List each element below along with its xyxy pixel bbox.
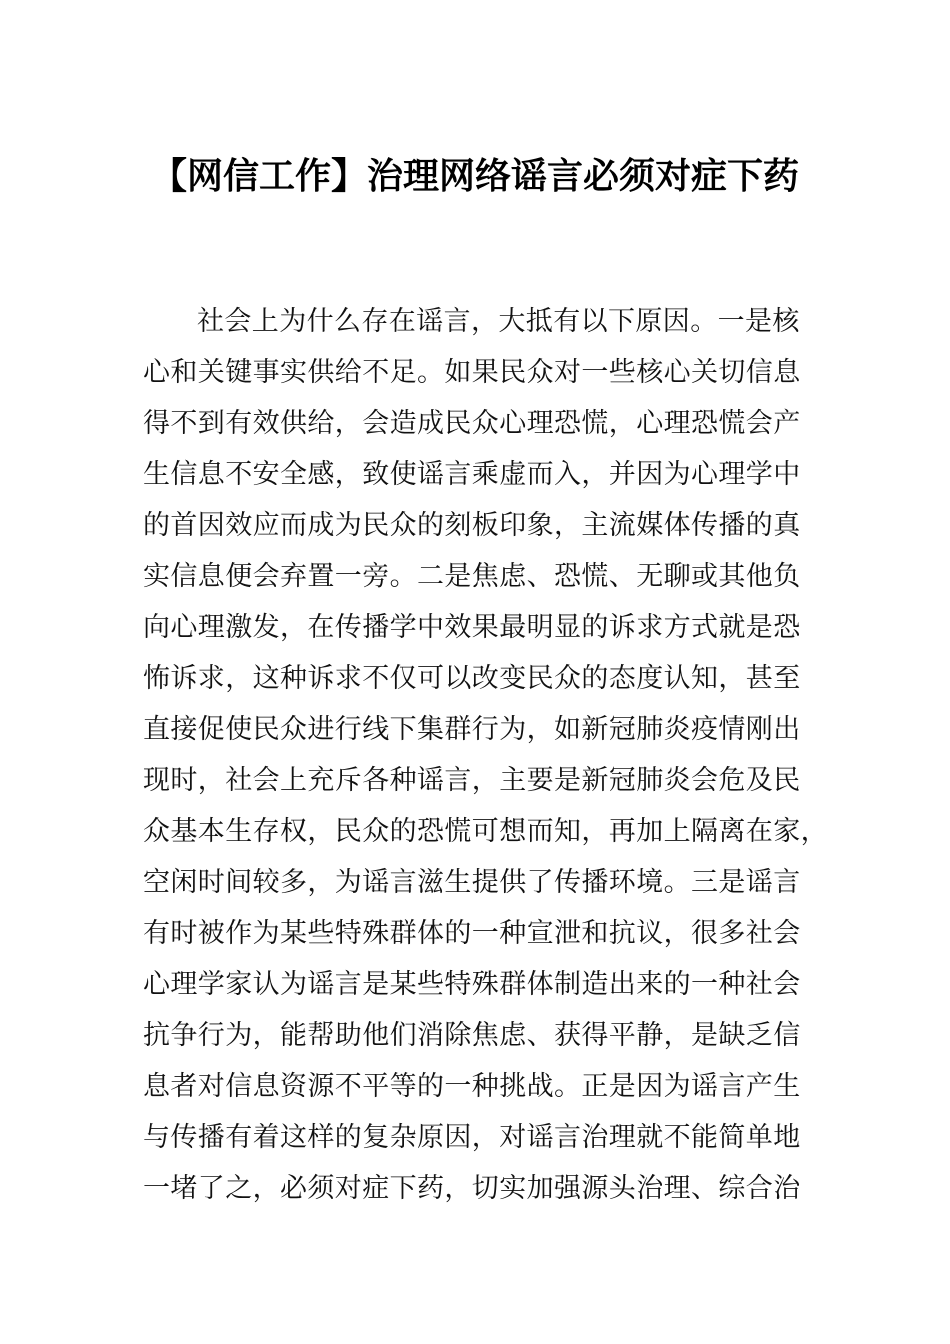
paragraph-line: 空闲时间较多，为谣言滋生提供了传播环境。三是谣言 [143,867,801,898]
paragraph-line: 一堵了之，必须对症下药，切实加强源头治理、综合治 [143,1173,801,1204]
paragraph-line: 众基本生存权，民众的恐慌可想而知，再加上隔离在家， [143,816,828,847]
document-title: 【网信工作】治理网络谣言必须对症下药 [150,155,799,197]
paragraph-line: 社会上为什么存在谣言，大抵有以下原因。一是核 [197,306,800,337]
paragraph-line: 心理学家认为谣言是某些特殊群体制造出来的一种社会 [143,969,801,1000]
paragraph-line: 生信息不安全感，致使谣言乘虚而入，并因为心理学中 [143,459,801,490]
body-paragraph [143,296,828,1214]
paragraph-line: 直接促使民众进行线下集群行为，如新冠肺炎疫情刚出 [143,714,801,745]
paragraph-line: 实信息便会弃置一旁。二是焦虑、恐慌、无聊或其他负 [143,561,801,592]
paragraph-line: 现时，社会上充斥各种谣言，主要是新冠肺炎会危及民 [143,765,801,796]
paragraph-line: 与传播有着这样的复杂原因，对谣言治理就不能简单地 [143,1122,801,1153]
paragraph-line: 向心理激发，在传播学中效果最明显的诉求方式就是恐 [143,612,801,643]
paragraph-line: 有时被作为某些特殊群体的一种宣泄和抗议，很多社会 [143,918,801,949]
paragraph-line: 息者对信息资源不平等的一种挑战。正是因为谣言产生 [143,1071,801,1102]
paragraph-line: 的首因效应而成为民众的刻板印象，主流媒体传播的真 [143,510,801,541]
paragraph-line: 怖诉求，这种诉求不仅可以改变民众的态度认知，甚至 [143,663,801,694]
paragraph-line: 抗争行为，能帮助他们消除焦虑、获得平静，是缺乏信 [143,1020,801,1051]
paragraph-line: 心和关键事实供给不足。如果民众对一些核心关切信息 [143,357,801,388]
paragraph-line: 得不到有效供给，会造成民众心理恐慌，心理恐慌会产 [143,408,801,439]
